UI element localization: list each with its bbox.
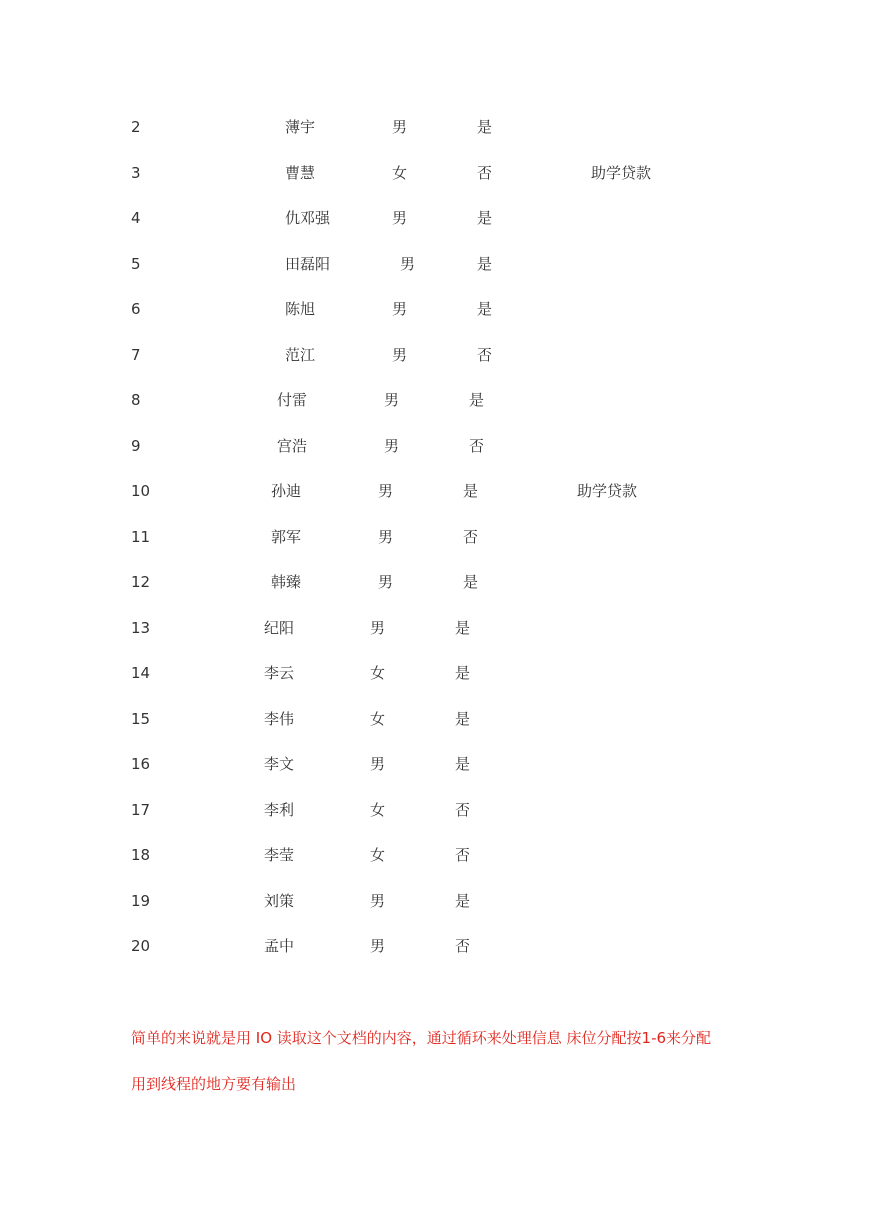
student-gender: 男 xyxy=(378,528,394,546)
student-gender: 女 xyxy=(370,801,386,819)
student-flag: 否 xyxy=(455,937,471,955)
student-name: 付雷 xyxy=(277,391,308,409)
table-row xyxy=(0,389,869,411)
row-number: 17 xyxy=(131,801,151,819)
student-flag: 否 xyxy=(477,164,493,182)
row-number: 6 xyxy=(131,300,141,318)
row-number: 3 xyxy=(131,164,141,182)
student-flag: 是 xyxy=(477,118,493,136)
student-name: 李莹 xyxy=(264,846,295,864)
row-number: 20 xyxy=(131,937,151,955)
student-name: 韩臻 xyxy=(271,573,302,591)
student-gender: 男 xyxy=(370,892,386,910)
student-flag: 是 xyxy=(477,300,493,318)
student-flag: 否 xyxy=(469,437,485,455)
requirement-note-line-2: 用到线程的地方要有输出 xyxy=(131,1075,297,1093)
student-gender: 男 xyxy=(392,118,408,136)
student-flag: 否 xyxy=(455,846,471,864)
table-row xyxy=(0,890,869,912)
row-number: 19 xyxy=(131,892,151,910)
row-number: 9 xyxy=(131,437,141,455)
row-number: 2 xyxy=(131,118,141,136)
student-name: 李云 xyxy=(264,664,295,682)
student-gender: 女 xyxy=(392,164,408,182)
student-gender: 男 xyxy=(384,391,400,409)
table-row xyxy=(0,116,869,138)
student-flag: 否 xyxy=(455,801,471,819)
table-row xyxy=(0,708,869,730)
table-row xyxy=(0,480,869,502)
student-name: 刘策 xyxy=(264,892,295,910)
student-note: 助学贷款 xyxy=(591,164,652,182)
table-row xyxy=(0,753,869,775)
table-row xyxy=(0,526,869,548)
student-gender: 女 xyxy=(370,664,386,682)
student-name: 田磊阳 xyxy=(285,255,331,273)
student-gender: 男 xyxy=(378,573,394,591)
student-gender: 男 xyxy=(370,937,386,955)
student-name: 范江 xyxy=(285,346,316,364)
row-number: 15 xyxy=(131,710,151,728)
student-name: 李伟 xyxy=(264,710,295,728)
student-flag: 是 xyxy=(455,755,471,773)
student-flag: 是 xyxy=(455,619,471,637)
row-number: 7 xyxy=(131,346,141,364)
student-name: 李利 xyxy=(264,801,295,819)
table-row xyxy=(0,571,869,593)
student-flag: 是 xyxy=(455,710,471,728)
student-name: 孟中 xyxy=(264,937,295,955)
student-gender: 男 xyxy=(370,619,386,637)
student-flag: 是 xyxy=(455,892,471,910)
table-row xyxy=(0,935,869,957)
table-row xyxy=(0,662,869,684)
student-name: 纪阳 xyxy=(264,619,295,637)
student-note: 助学贷款 xyxy=(577,482,638,500)
table-row xyxy=(0,298,869,320)
row-number: 13 xyxy=(131,619,151,637)
student-name: 孙迪 xyxy=(271,482,302,500)
student-name: 宫浩 xyxy=(277,437,308,455)
table-row xyxy=(0,435,869,457)
student-name: 陈旭 xyxy=(285,300,316,318)
table-row xyxy=(0,344,869,366)
row-number: 18 xyxy=(131,846,151,864)
row-number: 8 xyxy=(131,391,141,409)
student-gender: 女 xyxy=(370,846,386,864)
row-number: 12 xyxy=(131,573,151,591)
student-flag: 否 xyxy=(477,346,493,364)
table-row xyxy=(0,253,869,275)
student-name: 曹慧 xyxy=(285,164,316,182)
student-flag: 是 xyxy=(469,391,485,409)
student-gender: 男 xyxy=(400,255,416,273)
student-flag: 是 xyxy=(463,482,479,500)
table-row xyxy=(0,799,869,821)
student-gender: 男 xyxy=(392,209,408,227)
table-row xyxy=(0,162,869,184)
student-gender: 男 xyxy=(378,482,394,500)
student-flag: 是 xyxy=(463,573,479,591)
student-flag: 否 xyxy=(463,528,479,546)
student-gender: 女 xyxy=(370,710,386,728)
table-row xyxy=(0,844,869,866)
row-number: 11 xyxy=(131,528,151,546)
student-flag: 是 xyxy=(477,255,493,273)
row-number: 4 xyxy=(131,209,141,227)
student-gender: 男 xyxy=(384,437,400,455)
table-row xyxy=(0,617,869,639)
table-row xyxy=(0,207,869,229)
student-name: 薄宇 xyxy=(285,118,316,136)
student-flag: 是 xyxy=(455,664,471,682)
row-number: 10 xyxy=(131,482,151,500)
student-name: 李文 xyxy=(264,755,295,773)
student-gender: 男 xyxy=(392,300,408,318)
student-name: 仇邓强 xyxy=(285,209,331,227)
student-gender: 男 xyxy=(392,346,408,364)
student-gender: 男 xyxy=(370,755,386,773)
row-number: 5 xyxy=(131,255,141,273)
requirement-note-line-1: 简单的来说就是用 IO 读取这个文档的内容，通过循环来处理信息 床位分配按1-6来分配 xyxy=(131,1029,712,1047)
student-flag: 是 xyxy=(477,209,493,227)
student-name: 郭军 xyxy=(271,528,302,546)
row-number: 14 xyxy=(131,664,151,682)
row-number: 16 xyxy=(131,755,151,773)
